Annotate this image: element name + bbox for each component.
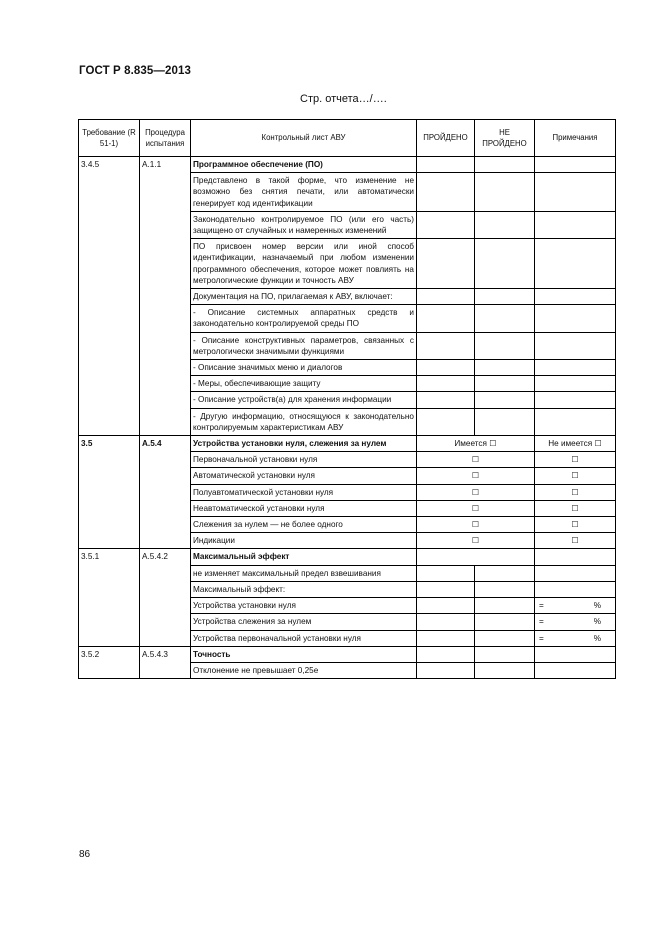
checklist-item: Отклонение не превышает 0,25e bbox=[191, 662, 417, 678]
checkbox-icon[interactable]: ☐ bbox=[535, 533, 616, 549]
equals-sign: = bbox=[539, 601, 544, 611]
checklist-item: Устройства установки нуля bbox=[191, 598, 417, 614]
column-header-requirement: Требование (R 51-1) bbox=[79, 120, 140, 157]
table-row bbox=[79, 646, 616, 662]
equals-sign: = bbox=[539, 617, 544, 627]
checkbox-icon[interactable]: ☐ bbox=[417, 517, 535, 533]
percent-sign: % bbox=[593, 633, 601, 643]
checklist-item: Полуавтоматической установки нуля bbox=[191, 484, 417, 500]
column-header-checklist: Контрольный лист АВУ bbox=[191, 120, 417, 157]
checklist-item: Документация на ПО, прилагаемая к АВУ, включает: bbox=[191, 289, 417, 305]
column-header-passed: ПРОЙДЕНО bbox=[417, 120, 475, 157]
checklist-item: Представлено в такой форме, что изменение не возможно без снятия печати, или автоматически генерирует код идентификации bbox=[191, 173, 417, 212]
equals-sign: = bbox=[539, 633, 544, 643]
checkbox-icon[interactable]: ☐ bbox=[417, 484, 535, 500]
section-title: Программное обеспечение (ПО) bbox=[191, 157, 417, 173]
checklist-item: - Меры, обеспечивающие защиту bbox=[191, 376, 417, 392]
checklist-item: Устройства слежения за нулем bbox=[191, 614, 417, 630]
report-page-label: Стр. отчета…/…. bbox=[300, 93, 387, 105]
checklist-item: ПО присвоен номер версии или иной способ идентификации, назначаемый при любом изменении программного обеспечения, которое может повлиять на метрологические функции и точность АВУ bbox=[191, 239, 417, 289]
checklist-item: Неавтоматической установки нуля bbox=[191, 500, 417, 516]
checklist-item: Индикации bbox=[191, 533, 417, 549]
requirement-cell: 3.5.1 bbox=[79, 549, 140, 646]
section-title: Максимальный эффект bbox=[191, 549, 417, 565]
checklist-item: - Описание конструктивных параметров, связанных с метрологически значимыми функциями bbox=[191, 332, 417, 359]
requirement-cell: 3.5.2 bbox=[79, 646, 140, 678]
checklist-item: Автоматической установки нуля bbox=[191, 468, 417, 484]
checklist-item: - Описание устройств(а) для хранения информации bbox=[191, 392, 417, 408]
procedure-cell: A.5.4 bbox=[140, 436, 191, 549]
has-not-label: Не имеется bbox=[548, 439, 593, 449]
column-header-notes: Примечания bbox=[535, 120, 616, 157]
checklist-item: Устройства первоначальной установки нуля bbox=[191, 630, 417, 646]
procedure-cell: A.1.1 bbox=[140, 157, 191, 436]
checkbox-icon: ☐ bbox=[489, 439, 497, 449]
table-header-row bbox=[79, 120, 616, 157]
column-header-procedure: Процедура испытания bbox=[140, 120, 191, 157]
checklist-item: не изменяет максимальный предел взвешивания bbox=[191, 565, 417, 581]
checkbox-icon[interactable]: ☐ bbox=[417, 533, 535, 549]
checklist-item: - Другую информацию, относящуюся к законодательно контролируемым характеристикам АВУ bbox=[191, 408, 417, 435]
checklist-table bbox=[78, 119, 616, 679]
procedure-cell: A.5.4.2 bbox=[140, 549, 191, 646]
percent-sign: % bbox=[593, 617, 601, 627]
checkbox-icon[interactable]: ☐ bbox=[535, 517, 616, 533]
checkbox-icon: ☐ bbox=[594, 439, 602, 449]
checklist-item: Слежения за нулем — не более одного bbox=[191, 517, 417, 533]
checkbox-icon[interactable]: ☐ bbox=[535, 468, 616, 484]
checklist-item: Первоначальной установки нуля bbox=[191, 452, 417, 468]
checkbox-icon[interactable]: ☐ bbox=[535, 484, 616, 500]
checkbox-icon[interactable]: ☐ bbox=[535, 452, 616, 468]
checkbox-icon[interactable]: ☐ bbox=[535, 500, 616, 516]
checkbox-icon[interactable]: ☐ bbox=[417, 500, 535, 516]
checkbox-icon[interactable]: ☐ bbox=[417, 452, 535, 468]
requirement-cell: 3.4.5 bbox=[79, 157, 140, 436]
table-row bbox=[79, 549, 616, 565]
checklist-item: - Описание системных аппаратных средств и законодательно контролируемой среды ПО bbox=[191, 305, 417, 332]
document-title: ГОСТ Р 8.835—2013 bbox=[79, 65, 191, 77]
requirement-cell: 3.5 bbox=[79, 436, 140, 549]
checkbox-icon[interactable]: ☐ bbox=[417, 468, 535, 484]
page-number: 86 bbox=[79, 849, 91, 860]
checklist-item: - Описание значимых меню и диалогов bbox=[191, 360, 417, 376]
table-row bbox=[79, 157, 616, 173]
column-header-failed: НЕ ПРОЙДЕНО bbox=[475, 120, 535, 157]
section-title: Точность bbox=[191, 646, 417, 662]
checklist-item: Законодательно контролируемое ПО (или его часть) защищено от случайных и намеренных изменений bbox=[191, 211, 417, 238]
section-title: Устройства установки нуля, слежения за нулем bbox=[191, 436, 417, 452]
percent-sign: % bbox=[593, 601, 601, 611]
has-label: Имеется bbox=[454, 439, 487, 449]
procedure-cell: A.5.4.3 bbox=[140, 646, 191, 678]
checklist-item: Максимальный эффект: bbox=[191, 581, 417, 597]
table-row bbox=[79, 436, 616, 452]
